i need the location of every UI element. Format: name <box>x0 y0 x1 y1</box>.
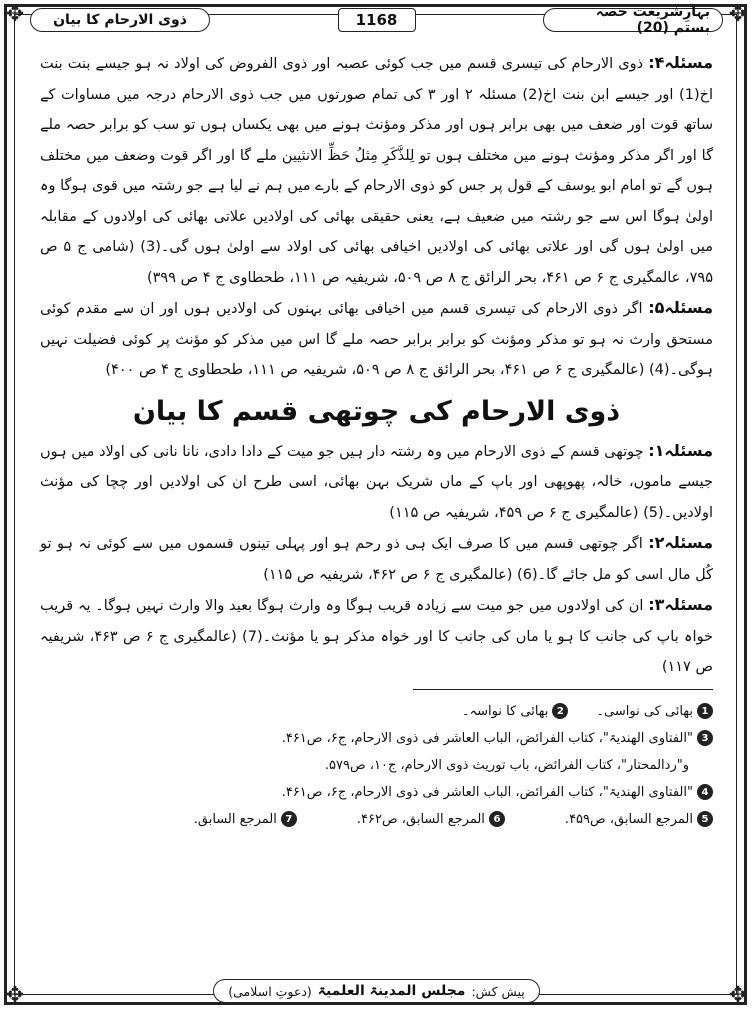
masala-text: اگر چوتھی قسم میں کا صرف ایک ہی ذو رحم ہو اور پہلی تینوں قسموں میں سے کوئی نہ ہو تو کُل مال اسی کو مل جائے گا۔(6) (عالمگیری ج ۶ ص ۴۶۲، شریفیہ ص ۱۱۵) <box>40 536 713 583</box>
footnote-text: "الفتاوی الھندیۃ"، کتاب الفرائض، الباب العاشر فی ذوی الارحام، ج۶، ص۴۶۱. <box>281 730 693 746</box>
footnote-text: المرجع السابق، ص۴۶۲. <box>356 811 485 827</box>
masala-paragraph <box>40 293 713 386</box>
footnote-7 <box>194 806 297 833</box>
book-title: بہارِشریعت حصہ بستم (20) <box>543 8 723 32</box>
footnote-text: "الفتاوی الھندیۃ"، کتاب الفرائض، الباب العاشر فی ذوی الارحام، ج۶، ص۴۶۱. <box>281 784 693 800</box>
footnote-3-continued: و"ردالمحتار"، کتاب الفرائض، باب توریث ذوی الارحام، ج۱۰، ص۵۷۹. <box>324 757 689 773</box>
footnote-text: بھائی کا نواسہ۔ <box>461 703 549 719</box>
footnote-6 <box>357 806 505 833</box>
section-heading: ذوی الارحام کی چوتھی قسم کا بیان <box>132 395 621 427</box>
footnote-number: 2 <box>552 703 568 719</box>
masala-text: اگر ذوی الارحام کی تیسری قسم میں اخیافی بھائی بہنوں کی اولادیں ہوں اور ان سے مقدم کوئی مستحق وارث نہ ہو تو مذکر ومؤنث کو برابر برابر حصہ ملے گا اس میں مذکر کو مؤنث پر کوئی فضیلت نہیں ہوگی۔(4) (عالمگیری ج ۶ ص ۴۶۱، بحر الرائق ج ۸ ص ۵۰۹، شریفیہ ص ۱۱۱، طحطاوی ج ۴ ص ۴۰۰) <box>40 301 713 378</box>
page-number: 1168 <box>338 8 416 32</box>
corner-ornament-icon: ✥ <box>5 2 25 27</box>
footnote-row <box>40 779 713 806</box>
footnote-row <box>40 752 713 779</box>
footnote-number: 3 <box>697 730 713 746</box>
publisher-credit <box>213 979 539 1003</box>
masala-paragraph <box>40 590 713 683</box>
footnote-text: المرجع السابق. <box>193 811 277 827</box>
chapter-title: ذوی الارحام کا بیان <box>30 8 210 32</box>
footnote-number: 5 <box>697 811 713 827</box>
masala-text: چوتھی قسم کے ذوی الارحام میں وہ رشتہ دار ہیں جو میت کے دادا دادی، نانا نانی کی اولاد میں ہوں جیسے ماموں، خالہ، پھوپھی اور باپ کے ماں شریک بہن بھائی، اسی طرح ان کی اولادیں اور چچا کی مؤنث اولادیں۔(5) (عالمگیری ج ۶ ص ۴۵۹، شریفیہ ص ۱۱۵) <box>40 443 713 521</box>
masala-paragraph <box>40 48 713 293</box>
footnote-text: بھائی کی نواسی۔ <box>596 703 693 719</box>
masala-paragraph <box>40 528 713 590</box>
publisher-suffix: (دعوتِ اسلامی) <box>228 983 312 999</box>
page-header <box>30 4 723 36</box>
footnote-1 <box>596 698 713 725</box>
page-footer <box>0 979 753 1003</box>
footnote-3 <box>282 725 713 752</box>
masala-label: مسئلہ۳: <box>648 595 713 614</box>
masala-label: مسئلہ۴: <box>648 53 713 72</box>
footnote-4 <box>282 779 713 806</box>
page-body <box>40 48 713 833</box>
footnote-5 <box>565 806 713 833</box>
footnotes <box>40 698 713 833</box>
footnote-divider <box>413 689 713 690</box>
footnote-row <box>40 725 713 752</box>
masala-text: ان کی اولادوں میں جو میت سے زیادہ قریب ہوگا وہ وارث ہوگا بعید والا وارث نہیں ہوگا۔ یہ قریب خواہ باپ کی جانب کا ہو یا ماں کی جانب کا اور خواہ مذکر ہو یا مؤنث۔(7) (عالمگیری ج ۶ ص ۴۶۳، شریفیہ ص ۱۱۷) <box>40 598 714 675</box>
footnote-2 <box>462 698 569 725</box>
masala-text: ذوی الارحام کی تیسری قسم میں جب کوئی عصبہ اور ذوی الفروض کی اولاد نہ ہو جیسے بنت بنت اخ(1) اور جیسے ابن بنت اخ(2) مسئلہ ۲ اور ۳ کی تمام صورتوں میں جب ذوی الارحام درجہ میں مساوات کے ساتھ قوت اور ضعف میں بھی برابر ہوں اور مذکر ومؤنث ہونے میں بھی یکساں ہوں تو سب کو برابر حصہ ملے گا اور اگر مذکر ومؤنث ہونے میں مختلف ہوں تو لِلذَّکَرِ مِثلُ حَظِّ الانثیین ملے گا اور اگر قوت وضعف میں مختلف ہوں گے تو امام ابو یوسف کے قول پر جس کو ذوی الارحام کے بارے میں ہم نے لیا ہے جو رشتہ میں قوی ہوگا وہ اولیٰ ہوگا اس سے جو رشتہ میں ضعیف ہے، یعنی حقیقی بھائی کی اولادیں علاتی بھائی کی اولادوں کے مقابلہ میں اولیٰ ہوں گی اور علاتی بھائی کی اولادیں اخیافی بھائی کی اولاد سے اولیٰ ہوں گی۔(3) (شامی ج ۵ ص ۷۹۵، عالمگیری ج ۶ ص ۴۶۱، بحر الرائق ج ۸ ص ۵۰۹، شریفیہ ص ۱۱۱، طحطاوی ج ۴ ص ۳۹۹) <box>40 56 714 286</box>
masala-label: مسئلہ۵: <box>648 298 713 317</box>
corner-ornament-icon: ✥ <box>728 983 748 1008</box>
masala-paragraph <box>40 436 713 529</box>
masala-label: مسئلہ۲: <box>648 533 713 552</box>
footnote-row <box>40 806 713 833</box>
corner-ornament-icon: ✥ <box>728 2 748 27</box>
footnote-row <box>40 698 713 725</box>
footnote-number: 6 <box>489 811 505 827</box>
footnote-number: 7 <box>281 811 297 827</box>
footnote-number: 1 <box>697 703 713 719</box>
masala-label: مسئلہ۱: <box>648 440 713 460</box>
publisher-prefix: پیش کش: <box>471 983 525 999</box>
corner-ornament-icon: ✥ <box>5 983 25 1008</box>
publisher-name: مجلس المدینۃ العلمیۃ <box>317 983 466 999</box>
footnote-text: المرجع السابق، ص۴۵۹. <box>564 811 693 827</box>
footnote-number: 4 <box>697 784 713 800</box>
